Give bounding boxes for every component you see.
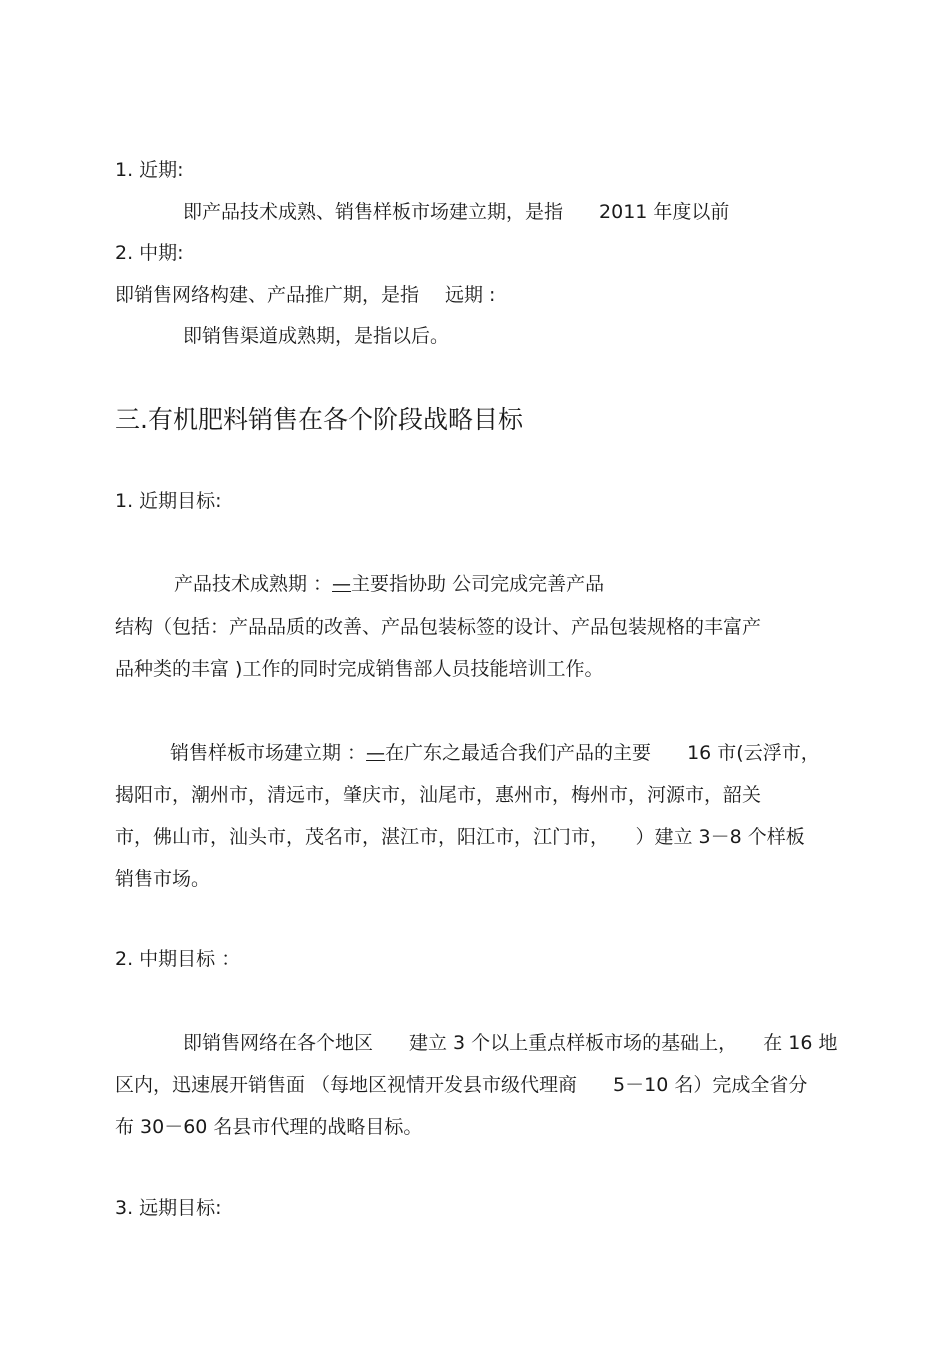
dash-mark: — bbox=[366, 742, 386, 764]
near-term-description-text: 即产品技术成熟、销售样板市场建立期，是指 bbox=[183, 201, 564, 223]
paragraph-sample-market bbox=[170, 740, 820, 766]
paragraph-product-maturity bbox=[174, 571, 604, 597]
mid-term-description bbox=[115, 282, 495, 308]
paragraph-sample-market-line4: 销售市场。 bbox=[115, 868, 211, 890]
long-term-heading: 远期 : bbox=[445, 284, 496, 306]
section-title: 三.有机肥料销售在各个阶段战略目标 bbox=[115, 405, 523, 434]
paragraph-sales-network bbox=[183, 1030, 837, 1056]
product-maturity-text: 主要指协助 公司完成完善产品 bbox=[351, 573, 605, 595]
paragraph-sample-market-line3 bbox=[115, 824, 805, 850]
mid-goal-heading: 2. 中期目标 ： bbox=[115, 948, 241, 970]
sample-market-cities-count: 16 市(云浮市， bbox=[687, 742, 820, 764]
sales-network-text: 即销售网络在各个地区 bbox=[183, 1032, 374, 1054]
near-term-description bbox=[183, 199, 729, 225]
dash-mark: — bbox=[332, 573, 352, 595]
sales-network-target: 建立 3 个以上重点样板市场的基础上， bbox=[409, 1032, 738, 1054]
paragraph-sales-network-line2 bbox=[115, 1072, 807, 1098]
product-maturity-label: 产品技术成熟期 ： bbox=[174, 573, 333, 595]
sample-market-label: 销售样板市场建立期 ： bbox=[170, 742, 367, 764]
near-goal-heading: 1. 近期目标: bbox=[115, 490, 222, 512]
sales-network-agents: 5－10 名）完成全省分 bbox=[613, 1074, 808, 1096]
mid-term-description-text: 即销售网络构建、产品推广期，是指 bbox=[115, 284, 420, 306]
sample-market-cities: 市，佛山市，汕头市，茂名市，湛江市，阳江市，江门市， bbox=[115, 826, 600, 848]
sample-market-text: 在广东之最适合我们产品的主要 bbox=[385, 742, 652, 764]
paragraph-product-maturity-line3: 品种类的丰富 )工作的同时完成销售部人员技能培训工作。 bbox=[115, 658, 604, 680]
mid-term-heading: 2. 中期: bbox=[115, 242, 184, 264]
paragraph-product-maturity-line2: 结构（包括：产品品质的改善、产品包装标签的设计、产品包装规格的丰富产 bbox=[115, 616, 762, 638]
near-term-heading: 1. 近期: bbox=[115, 159, 184, 181]
far-goal-heading: 3. 远期目标: bbox=[115, 1197, 222, 1219]
sales-network-regions: 在 16 地 bbox=[763, 1032, 838, 1054]
sample-market-target: ）建立 3－8 个样板 bbox=[635, 826, 805, 848]
sales-network-expansion: 区内，迅速展开销售面 （每地区视情开发县市级代理商 bbox=[115, 1074, 578, 1096]
paragraph-sales-network-line3: 布 30－60 名县市代理的战略目标。 bbox=[115, 1116, 423, 1138]
near-term-year: 2011 年度以前 bbox=[599, 201, 730, 223]
paragraph-sample-market-line2: 揭阳市，潮州市，清远市，肇庆市，汕尾市，惠州市，梅州市，河源市，韶关 bbox=[115, 784, 762, 806]
long-term-description: 即销售渠道成熟期，是指以后。 bbox=[183, 325, 450, 347]
